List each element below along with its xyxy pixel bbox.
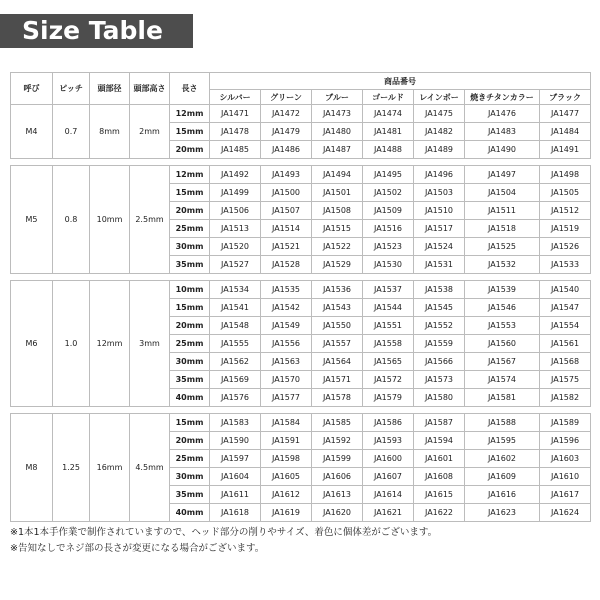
product-code-cell: JA1518 [465,220,540,238]
product-code-cell: JA1482 [414,123,465,141]
product-code-cell: JA1594 [414,432,465,450]
product-code-cell: JA1473 [312,105,363,123]
length-cell: 35mm [170,371,210,389]
length-cell: 10mm [170,281,210,299]
product-code-cell: JA1585 [312,414,363,432]
product-code-cell: JA1528 [261,256,312,274]
product-code-cell: JA1529 [312,256,363,274]
notes [10,525,590,557]
product-code-cell: JA1483 [465,123,540,141]
product-code-cell: JA1577 [261,389,312,407]
product-code-cell: JA1503 [414,184,465,202]
table-row [11,105,591,123]
nominal-cell: M8 [11,414,53,522]
product-code-cell: JA1564 [312,353,363,371]
pitch-cell: 0.8 [53,166,90,274]
product-code-cell: JA1569 [210,371,261,389]
length-cell: 15mm [170,123,210,141]
header-color: ブラック [540,90,591,105]
product-code-cell: JA1620 [312,504,363,522]
note-thread-length: ※告知なしでネジ部の長さが変更になる場合がございます。 [10,543,265,554]
product-code-cell: JA1572 [363,371,414,389]
length-cell: 20mm [170,202,210,220]
product-code-cell: JA1545 [414,299,465,317]
table-row [11,166,591,184]
product-code-cell: JA1507 [261,202,312,220]
size-table-title: Size Table [0,14,193,48]
product-code-cell: JA1588 [465,414,540,432]
length-cell: 25mm [170,450,210,468]
product-code-cell: JA1597 [210,450,261,468]
head-height-cell: 2.5mm [130,166,170,274]
product-code-cell: JA1615 [414,486,465,504]
product-code-cell: JA1489 [414,141,465,159]
product-code-cell: JA1566 [414,353,465,371]
length-cell: 25mm [170,335,210,353]
product-code-cell: JA1567 [465,353,540,371]
header-color: 焼きチタンカラー [465,90,540,105]
product-code-cell: JA1580 [414,389,465,407]
length-cell: 12mm [170,166,210,184]
pitch-cell: 0.7 [53,105,90,159]
product-code-cell: JA1522 [312,238,363,256]
length-cell: 20mm [170,141,210,159]
product-code-cell: JA1524 [414,238,465,256]
product-code-cell: JA1527 [210,256,261,274]
product-code-cell: JA1586 [363,414,414,432]
nominal-cell: M5 [11,166,53,274]
product-code-cell: JA1559 [414,335,465,353]
note-handmade: ※1本1本手作業で制作されていますので、ヘッド部分の削りやサイズ、着色に個体差がございます。 [10,527,438,538]
product-code-cell: JA1539 [465,281,540,299]
header-color: レインボー [414,90,465,105]
product-code-cell: JA1505 [540,184,591,202]
product-code-cell: JA1618 [210,504,261,522]
product-code-cell: JA1492 [210,166,261,184]
product-code-cell: JA1476 [465,105,540,123]
product-code-cell: JA1472 [261,105,312,123]
length-cell: 12mm [170,105,210,123]
product-code-cell: JA1601 [414,450,465,468]
product-code-cell: JA1517 [414,220,465,238]
product-code-cell: JA1573 [414,371,465,389]
product-code-cell: JA1596 [540,432,591,450]
product-code-cell: JA1525 [465,238,540,256]
product-code-cell: JA1623 [465,504,540,522]
pitch-cell: 1.0 [53,281,90,407]
product-code-cell: JA1609 [465,468,540,486]
product-code-cell: JA1471 [210,105,261,123]
product-code-cell: JA1549 [261,317,312,335]
product-code-cell: JA1498 [540,166,591,184]
product-code-cell: JA1516 [363,220,414,238]
product-code-cell: JA1481 [363,123,414,141]
product-code-cell: JA1575 [540,371,591,389]
product-code-cell: JA1570 [261,371,312,389]
product-code-cell: JA1542 [261,299,312,317]
header-color: グリーン [261,90,312,105]
product-code-cell: JA1546 [465,299,540,317]
product-code-cell: JA1554 [540,317,591,335]
product-code-cell: JA1584 [261,414,312,432]
product-code-cell: JA1550 [312,317,363,335]
length-cell: 30mm [170,353,210,371]
product-code-cell: JA1611 [210,486,261,504]
product-code-cell: JA1515 [312,220,363,238]
product-code-cell: JA1480 [312,123,363,141]
product-code-cell: JA1553 [465,317,540,335]
nominal-cell: M4 [11,105,53,159]
product-code-cell: JA1613 [312,486,363,504]
head-height-cell: 3mm [130,281,170,407]
product-code-cell: JA1583 [210,414,261,432]
product-code-cell: JA1531 [414,256,465,274]
product-code-cell: JA1521 [261,238,312,256]
length-cell: 15mm [170,184,210,202]
product-code-cell: JA1558 [363,335,414,353]
pitch-cell: 1.25 [53,414,90,522]
product-code-cell: JA1592 [312,432,363,450]
size-table [10,72,591,522]
product-code-cell: JA1495 [363,166,414,184]
head-diameter-cell: 12mm [90,281,130,407]
product-code-cell: JA1486 [261,141,312,159]
length-cell: 20mm [170,317,210,335]
header-product-number: 商品番号 [210,73,591,90]
product-code-cell: JA1493 [261,166,312,184]
product-code-cell: JA1523 [363,238,414,256]
product-code-cell: JA1579 [363,389,414,407]
product-code-cell: JA1571 [312,371,363,389]
product-code-cell: JA1491 [540,141,591,159]
product-code-cell: JA1544 [363,299,414,317]
product-code-cell: JA1490 [465,141,540,159]
product-code-cell: JA1496 [414,166,465,184]
product-code-cell: JA1602 [465,450,540,468]
product-code-cell: JA1619 [261,504,312,522]
header-color: シルバー [210,90,261,105]
product-code-cell: JA1536 [312,281,363,299]
product-code-cell: JA1608 [414,468,465,486]
product-code-cell: JA1607 [363,468,414,486]
product-code-cell: JA1538 [414,281,465,299]
product-code-cell: JA1591 [261,432,312,450]
product-code-cell: JA1509 [363,202,414,220]
head-diameter-cell: 10mm [90,166,130,274]
product-code-cell: JA1499 [210,184,261,202]
product-code-cell: JA1574 [465,371,540,389]
header-length: 長さ [170,73,210,105]
length-cell: 30mm [170,468,210,486]
product-code-cell: JA1598 [261,450,312,468]
product-code-cell: JA1595 [465,432,540,450]
product-code-cell: JA1504 [465,184,540,202]
product-code-cell: JA1500 [261,184,312,202]
product-code-cell: JA1540 [540,281,591,299]
product-code-cell: JA1535 [261,281,312,299]
product-code-cell: JA1617 [540,486,591,504]
product-code-cell: JA1563 [261,353,312,371]
header-nominal: 呼び [11,73,53,105]
product-code-cell: JA1479 [261,123,312,141]
product-code-cell: JA1511 [465,202,540,220]
product-code-cell: JA1477 [540,105,591,123]
length-cell: 40mm [170,504,210,522]
product-code-cell: JA1474 [363,105,414,123]
product-code-cell: JA1590 [210,432,261,450]
length-cell: 30mm [170,238,210,256]
product-code-cell: JA1478 [210,123,261,141]
product-code-cell: JA1587 [414,414,465,432]
table-row [11,414,591,432]
product-code-cell: JA1475 [414,105,465,123]
header-head-height: 頭部高さ [130,73,170,105]
product-code-cell: JA1606 [312,468,363,486]
product-code-cell: JA1561 [540,335,591,353]
product-code-cell: JA1514 [261,220,312,238]
head-height-cell: 2mm [130,105,170,159]
header-color: ブルー [312,90,363,105]
product-code-cell: JA1605 [261,468,312,486]
product-code-cell: JA1520 [210,238,261,256]
product-code-cell: JA1612 [261,486,312,504]
length-cell: 35mm [170,256,210,274]
product-code-cell: JA1532 [465,256,540,274]
product-code-cell: JA1487 [312,141,363,159]
header-head-diameter: 頭部径 [90,73,130,105]
nominal-cell: M6 [11,281,53,407]
length-cell: 20mm [170,432,210,450]
head-diameter-cell: 8mm [90,105,130,159]
product-code-cell: JA1510 [414,202,465,220]
product-code-cell: JA1555 [210,335,261,353]
product-code-cell: JA1604 [210,468,261,486]
product-code-cell: JA1513 [210,220,261,238]
product-code-cell: JA1552 [414,317,465,335]
product-code-cell: JA1547 [540,299,591,317]
product-code-cell: JA1557 [312,335,363,353]
product-code-cell: JA1551 [363,317,414,335]
length-cell: 40mm [170,389,210,407]
head-diameter-cell: 16mm [90,414,130,522]
product-code-cell: JA1582 [540,389,591,407]
length-cell: 25mm [170,220,210,238]
product-code-cell: JA1537 [363,281,414,299]
product-code-cell: JA1616 [465,486,540,504]
product-code-cell: JA1501 [312,184,363,202]
product-code-cell: JA1576 [210,389,261,407]
product-code-cell: JA1593 [363,432,414,450]
product-code-cell: JA1589 [540,414,591,432]
product-code-cell: JA1578 [312,389,363,407]
product-code-cell: JA1614 [363,486,414,504]
length-cell: 35mm [170,486,210,504]
product-code-cell: JA1541 [210,299,261,317]
product-code-cell: JA1565 [363,353,414,371]
product-code-cell: JA1560 [465,335,540,353]
product-code-cell: JA1533 [540,256,591,274]
product-code-cell: JA1519 [540,220,591,238]
length-cell: 15mm [170,414,210,432]
product-code-cell: JA1599 [312,450,363,468]
product-code-cell: JA1484 [540,123,591,141]
product-code-cell: JA1624 [540,504,591,522]
table-row [11,281,591,299]
length-cell: 15mm [170,299,210,317]
product-code-cell: JA1543 [312,299,363,317]
product-code-cell: JA1512 [540,202,591,220]
product-code-cell: JA1621 [363,504,414,522]
product-code-cell: JA1568 [540,353,591,371]
product-code-cell: JA1562 [210,353,261,371]
product-code-cell: JA1534 [210,281,261,299]
product-code-cell: JA1603 [540,450,591,468]
product-code-cell: JA1530 [363,256,414,274]
product-code-cell: JA1600 [363,450,414,468]
head-height-cell: 4.5mm [130,414,170,522]
product-code-cell: JA1497 [465,166,540,184]
product-code-cell: JA1485 [210,141,261,159]
product-code-cell: JA1622 [414,504,465,522]
product-code-cell: JA1506 [210,202,261,220]
product-code-cell: JA1581 [465,389,540,407]
product-code-cell: JA1502 [363,184,414,202]
product-code-cell: JA1610 [540,468,591,486]
product-code-cell: JA1556 [261,335,312,353]
product-code-cell: JA1548 [210,317,261,335]
product-code-cell: JA1526 [540,238,591,256]
header-color: ゴールド [363,90,414,105]
header-pitch: ピッチ [53,73,90,105]
product-code-cell: JA1494 [312,166,363,184]
product-code-cell: JA1508 [312,202,363,220]
product-code-cell: JA1488 [363,141,414,159]
